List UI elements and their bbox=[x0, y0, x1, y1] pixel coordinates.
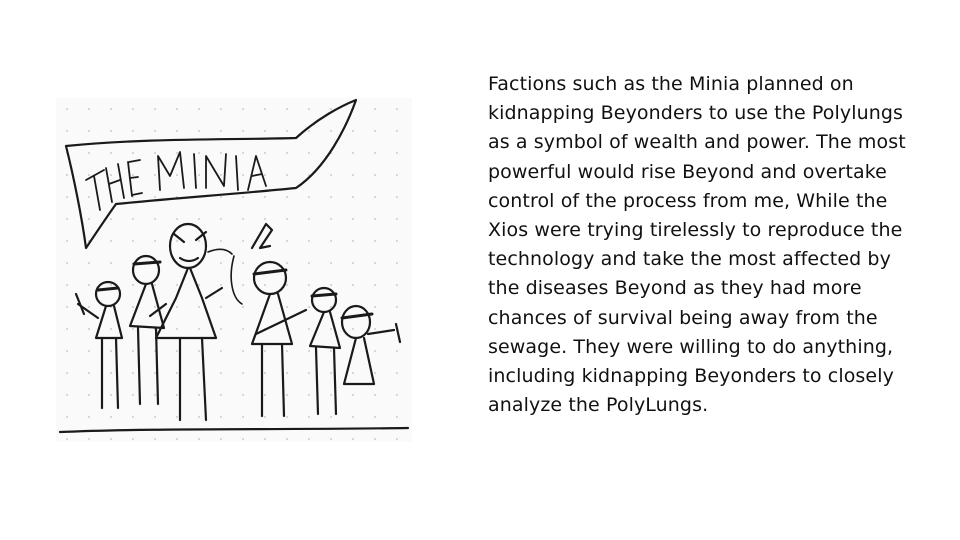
slide-body-text: Factions such as the Minia planned on kidnapping Beyonders to use the Polylungs as a symbol of wealth and power. The most powerful would rise Beyond and overtake control of the process from me, While the Xios were trying tirelessly to reproduce the technology and take the most affected by the diseases Beyond as they had more chances of survival being away from the sewage. They were willing to do anything, including kidnapping Beyonders to closely analyze the PolyLungs. bbox=[488, 73, 906, 417]
minia-sketch-illustration bbox=[56, 98, 412, 442]
dotted-paper-background bbox=[56, 98, 412, 442]
